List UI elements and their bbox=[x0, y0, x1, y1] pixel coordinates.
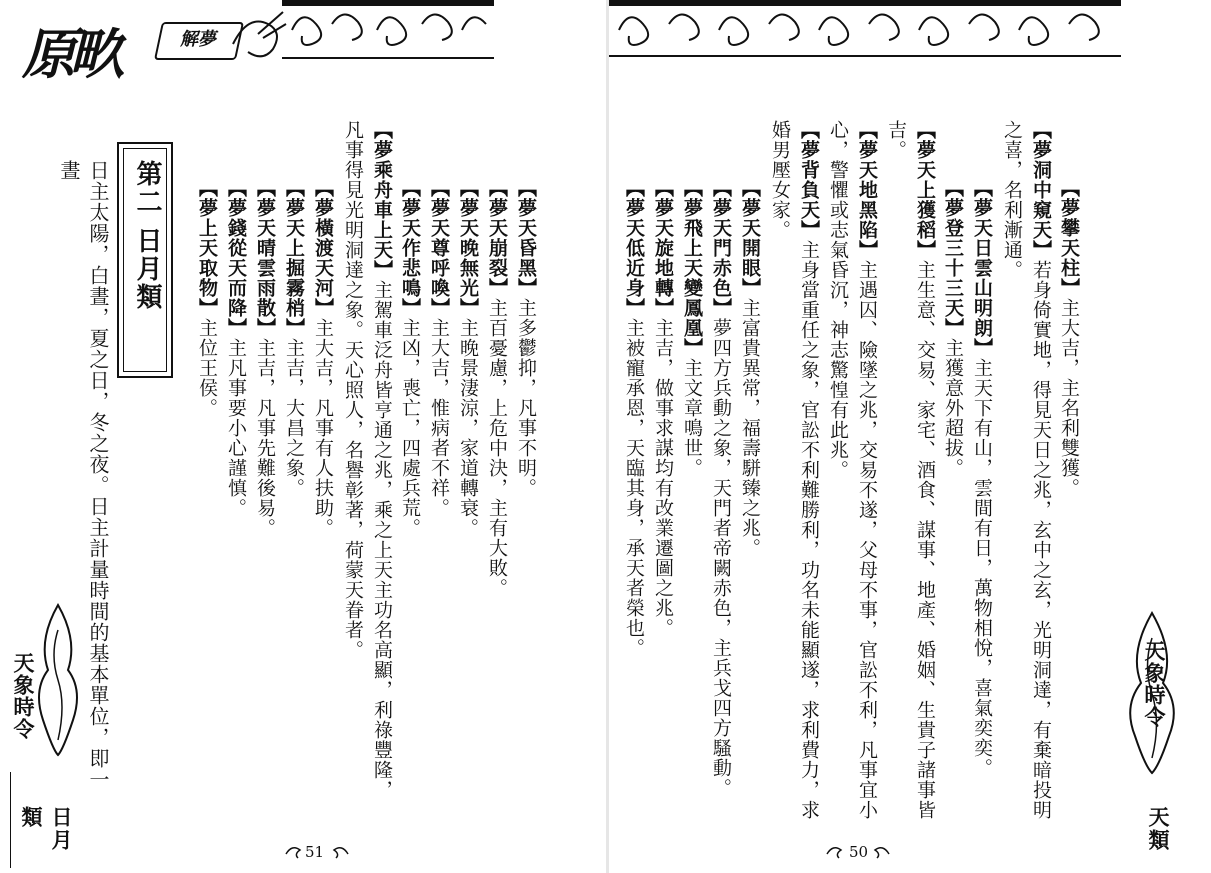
list-item: 【夢攀天柱】主大吉，主名利雙獲。 bbox=[1058, 178, 1080, 498]
page-number: 51 bbox=[305, 843, 325, 861]
flame-label: 天象時令 bbox=[1142, 640, 1167, 728]
list-item: 【夢天門赤色】夢四方兵動之象，天門者帝闕赤色，主兵戈四方騷動。 bbox=[710, 178, 732, 798]
list-item: 【夢天上掘霧梢】主吉，大昌之象。 bbox=[283, 178, 305, 498]
list-item: 【夢天昏黑】主多鬱抑，凡事不明。 bbox=[515, 178, 537, 498]
ribbon-ornament-icon bbox=[228, 4, 288, 64]
list-item: 【夢登三十三天】主獲意外超拔。 bbox=[942, 178, 964, 478]
list-item: 【夢天開眼】主富貴異常，福壽駢臻之兆。 bbox=[739, 178, 761, 558]
page-right bbox=[609, 0, 1211, 873]
cloud-border-ornament bbox=[609, 0, 1121, 62]
list-item: 【夢天崩裂】主百憂慮，上危中決，主有大敗。 bbox=[486, 178, 508, 598]
intro-paragraph: 日主太陽，白晝，夏之日，冬之夜。日主計量時間的基本單位，即一晝 bbox=[57, 160, 110, 790]
list-item: 【夢錢從天而降】主凡事要小心謹慎。 bbox=[225, 178, 247, 518]
list-item: 【夢天晚無光】主晚景淒涼，家道轉衰。 bbox=[457, 178, 479, 538]
list-item: 【夢上天取物】主位王侯。 bbox=[196, 178, 218, 418]
list-item: 【夢背負天】主身當重任之象，官訟不利難勝利，功名未能顯遂，求利費力，求婚男壓女家。 bbox=[769, 120, 820, 820]
flame-label: 天象時令 bbox=[11, 652, 36, 740]
list-item: 【夢天尊呼喚】主大吉，惟病者不祥。 bbox=[428, 178, 450, 518]
brand-sub-label: 解夢 bbox=[154, 22, 244, 60]
section-title: 第二 日月類 bbox=[132, 160, 162, 312]
list-item: 【夢天旋地轉】主吉，做事求謀均有改業遷圖之兆。 bbox=[652, 178, 674, 638]
brand-logo-text: 原畂 bbox=[22, 22, 118, 86]
list-item: 【夢天低近身】主被寵承恩，天臨其身，承天者榮也。 bbox=[623, 178, 645, 658]
list-item: 【夢天上獲稻】主生意、交易、家宅、酒食、謀事、地產、婚姻、生貴子諸事皆吉。 bbox=[885, 120, 936, 820]
list-item: 【夢乘舟車上天】主駕車泛舟皆亨通之兆，乘之上天主功名高顯，利祿豐隆，凡事得見光明洞達之象。天心照人，名譽彰著，荷蒙天眷者。 bbox=[342, 120, 393, 800]
list-item: 【夢天日雲山明朗】主天下有山，雲間有日，萬物相悅，喜氣奕奕。 bbox=[971, 178, 993, 778]
list-item: 【夢橫渡天河】主大吉，凡事有人扶助。 bbox=[312, 178, 334, 538]
list-item: 【夢天地黑陷】主遇囚、險墜之兆，交易不遂，父母不事，官訟不利，凡事宜小心，警懼或志氣昏沉，神志驚惶有此兆。 bbox=[827, 120, 878, 820]
list-item: 【夢天晴雲雨散】主吉，凡事先難後易。 bbox=[254, 178, 276, 538]
brand-logo bbox=[10, 4, 250, 86]
cloud-border-ornament bbox=[282, 0, 494, 62]
side-tab-rule bbox=[10, 772, 11, 868]
side-tab-label: 天類 bbox=[1146, 806, 1171, 852]
list-item: 【夢天作悲鳴】主凶，喪亡，四處兵荒。 bbox=[399, 178, 421, 538]
list-item: 【夢飛上天變鳳凰】主文章鳴世。 bbox=[681, 178, 703, 478]
side-tab-label: 日月類 bbox=[19, 806, 74, 852]
list-item: 【夢洞中窺天】若身倚實地，得見天日之兆，玄中之玄，光明洞達，有棄暗投明之喜，名利漸通。 bbox=[1001, 120, 1052, 820]
page-number: 50 bbox=[849, 843, 869, 861]
